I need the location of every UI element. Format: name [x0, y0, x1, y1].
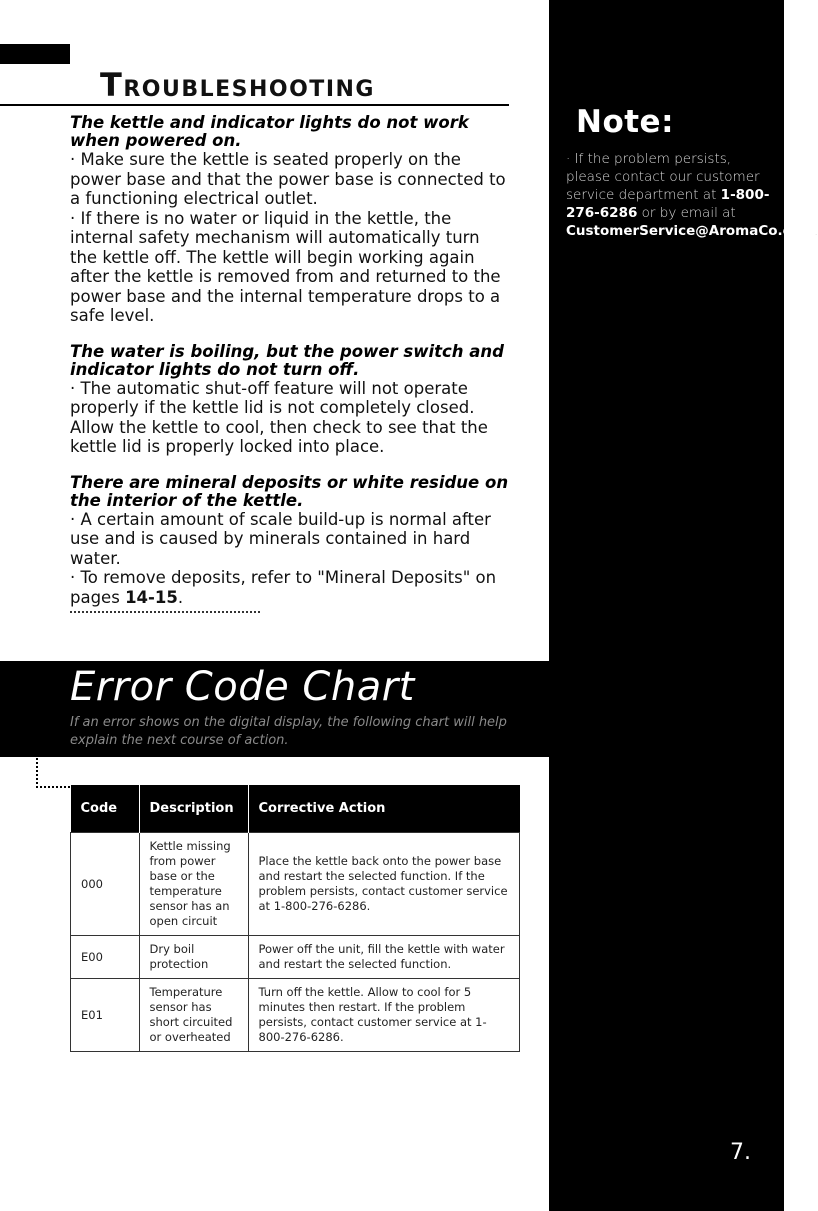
question-heading: There are mineral deposits or white residue on the interior of the kettle. — [70, 472, 509, 510]
error-code-table — [70, 785, 520, 1052]
header-description: Description — [139, 785, 248, 833]
answer-text: · To remove deposits, refer to "Mineral Deposits" on pages — [70, 568, 497, 607]
troubleshooting-section — [70, 474, 510, 614]
note-email: CustomerService@AromaCo.com — [566, 223, 814, 239]
table-row — [71, 979, 520, 1052]
page-number: 7. — [730, 1140, 751, 1165]
question-heading: The kettle and indicator lights do not work when powered on. — [70, 113, 469, 150]
cell-code: E01 — [71, 979, 140, 1052]
table-row — [71, 833, 520, 936]
page-reference: 14-15 — [125, 587, 178, 607]
title-divider — [0, 104, 509, 106]
note-sidebar — [549, 0, 818, 1211]
note-text: · If the problem persists, please contact our customer service department at — [566, 151, 760, 203]
cell-action: Power off the unit, fill the kettle with water and restart the selected function. — [248, 936, 520, 979]
table-row — [71, 936, 520, 979]
error-chart-title: Error Code Chart — [70, 664, 415, 710]
cell-code: E00 — [71, 936, 140, 979]
note-text: or by email at — [637, 205, 736, 221]
troubleshooting-section — [70, 114, 510, 326]
error-chart-subtitle: If an error shows on the digital display, the following chart will help explain the next course of action. — [70, 715, 507, 748]
note-phone: 1-800-276-6286 — [566, 187, 770, 221]
cell-description: Kettle missing from power base or the temperature sensor has an open circuit — [139, 833, 248, 936]
troubleshooting-content — [70, 114, 510, 613]
answer-paragraph — [70, 568, 510, 607]
note-body — [566, 150, 818, 240]
dotted-divider — [70, 611, 260, 613]
header-corrective-action: Corrective Action — [248, 785, 520, 833]
answer-paragraph: · The automatic shut-off feature will not operate properly if the kettle lid is not completely closed. Allow the kettle to cool, then check to see that the kettle lid is properly locked into place. — [70, 378, 488, 456]
cell-description: Dry boil protection — [139, 936, 248, 979]
table-header-row — [71, 785, 520, 833]
header-code: Code — [71, 785, 140, 833]
answer-paragraph: · A certain amount of scale build-up is normal after use and is caused by minerals contained in hard water. — [70, 509, 491, 568]
cell-code: 000 — [71, 833, 140, 936]
page-title: Troubleshooting — [100, 66, 375, 104]
troubleshooting-section — [70, 343, 510, 457]
answer-text-end: . — [177, 587, 184, 607]
cell-action: Place the kettle back onto the power base and restart the selected function. If the problem persists, contact customer service at 1-800-276-6286. — [248, 833, 520, 936]
note-title: Note: — [576, 104, 674, 140]
answer-paragraph: · If there is no water or liquid in the kettle, the internal safety mechanism will automatically turn the kettle off. The kettle will begin working again after the kettle is removed from and returned to the power base and the internal temperature drops to a safe level. — [70, 208, 501, 325]
header-bar-decoration — [0, 44, 70, 64]
dotted-bracket-horizontal — [36, 786, 70, 788]
answer-paragraph: · Make sure the kettle is seated properly on the power base and that the power base is connected to a functioning electrical outlet. — [70, 150, 506, 208]
dotted-bracket-vertical — [36, 758, 38, 788]
cell-description: Temperature sensor has short circuited or overheated — [139, 979, 248, 1052]
note-text-end: . — [814, 223, 818, 239]
cell-action: Turn off the kettle. Allow to cool for 5 minutes then restart. If the problem persists, contact customer service at 1-800-276-6286. — [248, 979, 520, 1052]
question-heading: The water is boiling, but the power switch and indicator lights do not turn off. — [70, 341, 504, 379]
